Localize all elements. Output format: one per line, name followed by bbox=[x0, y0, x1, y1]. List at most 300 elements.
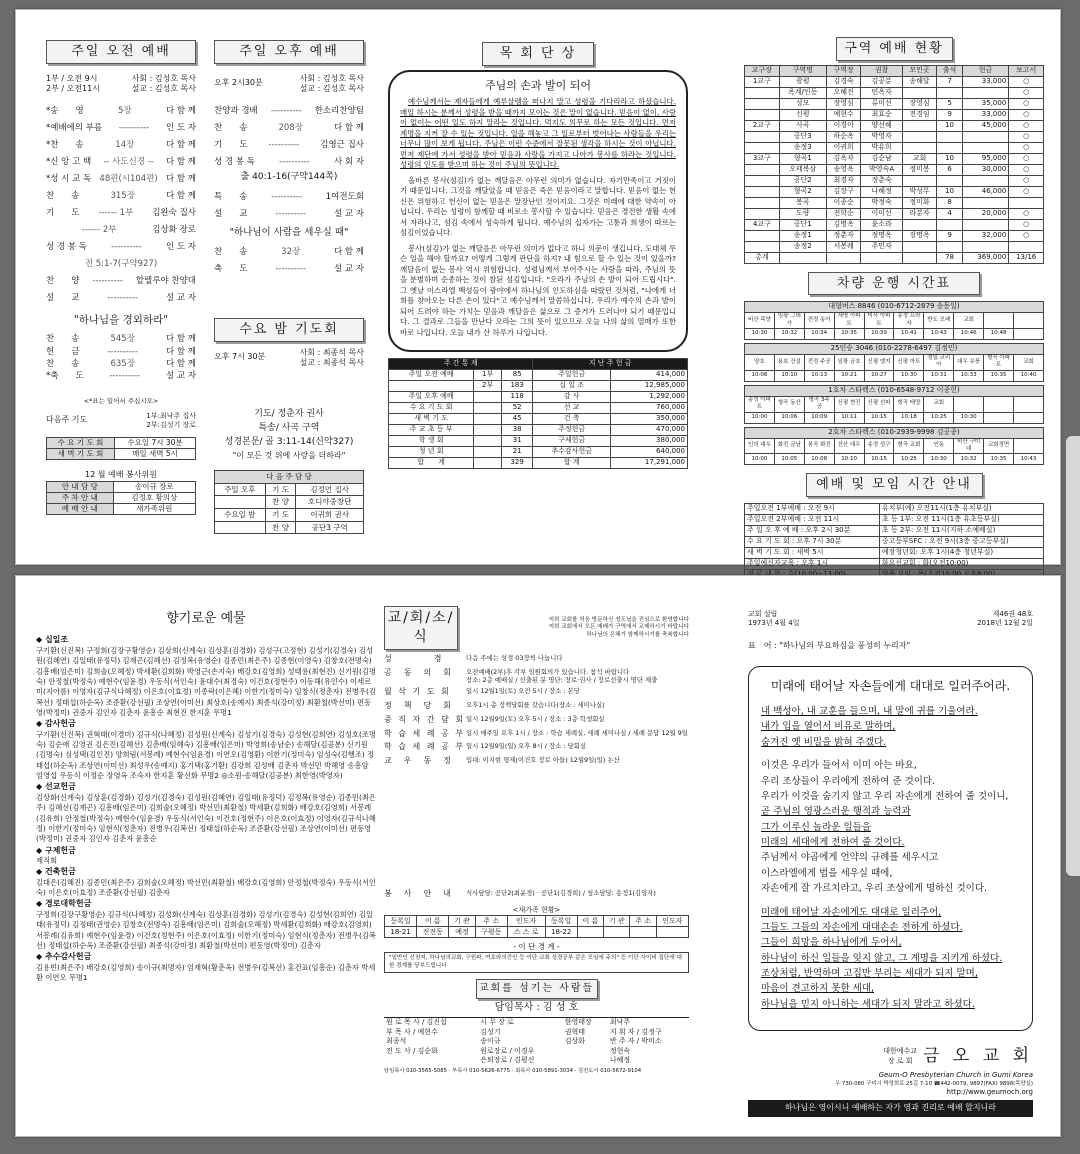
order-cell: 설 교 자 bbox=[333, 209, 364, 220]
table-cell: 10:06 bbox=[774, 412, 804, 423]
table-cell: 주 일 오 후 예 배 : 오후 2시 30분 bbox=[745, 526, 880, 537]
table-cell: 신평 마트 bbox=[894, 354, 924, 370]
table-cell: 주일헌금 bbox=[533, 369, 611, 380]
table-cell: 교회 bbox=[924, 396, 954, 412]
bus-line-name: 25인승 3046 (010-2278-6497 김정민) bbox=[745, 343, 1044, 354]
table-cell bbox=[962, 241, 1009, 252]
table-cell bbox=[474, 424, 502, 435]
table-cell: 형곡 교회 bbox=[894, 438, 924, 454]
order-cell: *예배에의 부름 bbox=[46, 123, 103, 134]
table-row bbox=[745, 559, 1044, 570]
table-cell: 12,985,000 bbox=[611, 380, 688, 391]
order-cell: ---------- bbox=[107, 293, 139, 304]
poem-stanza bbox=[761, 758, 1020, 896]
meditation-header: 목 회 단 상 bbox=[482, 42, 594, 66]
table-cell bbox=[474, 435, 502, 446]
news-value: 오전예배(2부)후 각부 임원회의가 있습니다. 참석 바랍니다 장소: 2층 예배실 / 선출된 분 명단: 장로·권사 / 장로선출시 명단 제출 bbox=[466, 667, 658, 684]
am-order-list bbox=[46, 103, 196, 307]
table-cell: 10:05 bbox=[774, 454, 804, 465]
table-row bbox=[745, 219, 1044, 230]
table-cell: 공단2 bbox=[779, 175, 826, 186]
table-cell: 이 름 bbox=[577, 916, 603, 927]
table-row bbox=[745, 175, 1044, 186]
table-cell: ○ bbox=[1009, 87, 1044, 98]
order-cell: 축 도 bbox=[214, 264, 248, 275]
table-cell bbox=[745, 175, 780, 186]
news-item bbox=[384, 701, 689, 712]
order-cell: 다 함 께 bbox=[165, 106, 196, 117]
table-row bbox=[47, 449, 196, 460]
table-cell: 기 도 bbox=[265, 509, 296, 522]
poem-line: 내가 입을 열어서 비유로 말하며, bbox=[761, 721, 896, 733]
table-cell: 하순옥 bbox=[826, 131, 861, 142]
table-row bbox=[745, 438, 1044, 454]
table-cell: 최종석 bbox=[386, 1037, 407, 1046]
table-row bbox=[745, 241, 1044, 252]
table-cell: 화요선교회 : 화(오전10:00) bbox=[879, 559, 1043, 570]
church-motto: 표 어 : "하나님의 부요하심을 풍성히 누리자" bbox=[748, 640, 911, 650]
poem-line: 곧 주님의 영광스러운 행적과 능력과 bbox=[761, 806, 911, 818]
table-cell: ○ bbox=[1009, 98, 1044, 109]
table-cell: 김상화 bbox=[564, 1037, 585, 1046]
news-label: 월 삭 기 도 회 bbox=[384, 687, 451, 697]
table-cell: 전경임 bbox=[902, 109, 937, 120]
weekly-stats-table bbox=[388, 358, 688, 469]
table-row bbox=[745, 164, 1044, 175]
table-cell: 등록일 bbox=[545, 916, 577, 927]
table-cell bbox=[1014, 438, 1044, 454]
prayer-block bbox=[46, 412, 196, 515]
order-row bbox=[46, 346, 196, 358]
table-cell: 주일오전 1부예배 : 오전 9시 bbox=[745, 504, 880, 515]
table-header: 출석 bbox=[937, 65, 962, 76]
table-cell: 10:48 bbox=[984, 328, 1014, 339]
table-cell: 박유희 bbox=[861, 142, 902, 153]
table-cell: ○ bbox=[1009, 76, 1044, 87]
table-row bbox=[215, 521, 364, 534]
order-cell: 할렐루야 찬양대 bbox=[135, 276, 196, 287]
order-row bbox=[46, 290, 196, 307]
am-times: 1부 / 오전 9시 2부 / 오전11시 bbox=[46, 73, 100, 94]
table-row bbox=[745, 230, 1044, 241]
poem-stanza bbox=[761, 905, 1020, 1013]
table-cell bbox=[745, 98, 780, 109]
offerings-list bbox=[36, 634, 376, 983]
table-cell: 35,000 bbox=[962, 98, 1009, 109]
table-cell: 오혜진 bbox=[826, 87, 861, 98]
table-cell bbox=[902, 131, 937, 142]
table-cell: 형곡 태양 bbox=[894, 396, 924, 412]
staff-title: 교회를 섬기는 사람들 bbox=[476, 979, 598, 999]
table-cell: 10:35 bbox=[984, 454, 1014, 465]
table-cell: 2교구 bbox=[745, 120, 780, 131]
order-cell: 특 송 bbox=[214, 192, 248, 203]
poem-line: 미래의 세대에게 전하여 줄 것이다. bbox=[761, 837, 905, 849]
table-cell: 10:30 bbox=[954, 412, 984, 423]
table-cell: 10:15 bbox=[864, 454, 894, 465]
bus-line-table bbox=[744, 343, 1044, 382]
table-cell: 총계 bbox=[745, 252, 780, 263]
table-cell bbox=[962, 131, 1009, 142]
table-row bbox=[745, 537, 1044, 548]
scrollbar[interactable] bbox=[1066, 436, 1080, 876]
order-cell: 다 함 께 bbox=[165, 334, 196, 345]
table-cell: 10:35 bbox=[984, 370, 1014, 381]
wed-special: 특송/ 사곡 구역 bbox=[258, 422, 320, 433]
offering-names: 제직회 bbox=[36, 856, 58, 865]
prayer-meeting-table bbox=[46, 437, 196, 460]
offerings-title: 향기로운 예물 bbox=[166, 611, 246, 626]
table-cell: 예현수 bbox=[826, 109, 861, 120]
table-cell: 350,000 bbox=[611, 413, 688, 424]
table-row bbox=[215, 496, 364, 509]
table-cell: 95,000 bbox=[962, 153, 1009, 164]
table-cell: 1교구 bbox=[745, 76, 780, 87]
order-cell: 김영근 집사 bbox=[320, 140, 364, 151]
wed-detail bbox=[214, 408, 364, 534]
table-row bbox=[745, 186, 1044, 197]
meditation-p3: 봉사(섬김)가 없는 깨달음은 아무런 의미가 없다고 하니 의문이 생깁니다. 도대체 무슨 일을 해야 할까요? 어떻게 그렇게 판단을 하지? 내 힘으로 할 수 있는 것이 있을까? 깨달음이 없는 봉사 역시 위험합니다. 성령님께서 부어주시는 사랑을 따라, 주님의 뜻을 분별하며 순종하는 것이 참된 섬김입니다. "오라가 주님의 손 발이 되어 드립시다". 그 옛날 이스라엘 백성들이 광야에서 하나님의 인도하심을 따랐던 것처럼, "나에게 너희를 찾아오는 다른 손이 있다"고 예수님께서 말씀하십니다. 우리가 예수의 손과 발이 되어 드려야 하는 가치는 믿음과 깨달음은 삶으로 그 증거가 드러나야 되기 때문입니다. 그 결과로 그들을 만난다 오라는 그의 뜻이 있으므로 오늘 나의 삶의 열매가 또한 바로 나입니다. 오늘 내가 산 하루가 나입니다. bbox=[400, 243, 676, 337]
table-cell: 스 스 로 bbox=[507, 927, 545, 938]
table-cell: 공단3 구역 bbox=[296, 521, 364, 534]
bus-title: 차량 운행 시간표 bbox=[808, 272, 980, 296]
table-cell: 10:13 bbox=[804, 370, 834, 381]
bus-line-name: 대형버스 8846 (010-6712-2879 송동일) bbox=[745, 302, 1044, 313]
table-cell bbox=[384, 1056, 478, 1065]
table-cell: 18-21 bbox=[385, 927, 417, 938]
table-cell: 송해달 bbox=[902, 76, 937, 87]
offering-header: 지 난 주 헌 금 bbox=[533, 358, 688, 369]
poem-line: 내 백성아, 내 교훈을 들으며, 내 말에 귀를 기울여라. bbox=[761, 706, 978, 718]
table-cell: 송이규 장로 bbox=[113, 481, 195, 492]
table-row bbox=[745, 131, 1044, 142]
order-cell: *성 시 교 독 bbox=[46, 174, 92, 185]
table-cell bbox=[962, 197, 1009, 208]
wed-text: 성경본문/ 골 3:11-14(신약327) bbox=[224, 436, 354, 447]
service-table bbox=[46, 481, 196, 515]
table-cell: 공단1 bbox=[779, 219, 826, 230]
table-cell: 20,000 bbox=[962, 208, 1009, 219]
table-cell: 31 bbox=[501, 435, 532, 446]
table-cell: 학 생 회 bbox=[389, 435, 474, 446]
founded-date: 1973년 4월 4일 bbox=[748, 619, 800, 628]
table-cell: 9 bbox=[937, 230, 962, 241]
order-cell: 김상화 장로 bbox=[152, 225, 196, 236]
table-header: 헌금 bbox=[962, 65, 1009, 76]
table-cell: 구평동 bbox=[475, 927, 507, 938]
order-cell: ---------- bbox=[118, 123, 150, 134]
meditation-p1: 예수님께서는 제자들에게 예루살렘을 떠나지 말고 성령을 기다리라고 하셨습니다. 매일 하시는 분께서 성령을 받을 때까지 모이는 것은 말이 없습니다. 믿음이 없이, 사랑이 없이는 어떤 일도 하지 말라는 것입니다. 먹지도 의무로 하는 모든 것입니다. 먼저 계명을 지켜 잘 수 있는 것입니다. 일을 해놓고 그 일로부터 벗어나는 사람들을 우리는 너무나 많이 보게 됩니다. 주님은 이런 수준에서 잘못된 생각을 하시는 것이 아닙니다. 먼저 제단에 가서 성령을 받아 믿음과 사랑을 가지고 나아가 봉사를 하라는 것입니다. 성령의 인도를 받으며 하는 것이 주님의 뜻입니다. bbox=[400, 97, 676, 170]
table-row bbox=[745, 65, 1044, 76]
table-cell bbox=[962, 175, 1009, 186]
table-cell: 화진 금남 bbox=[774, 438, 804, 454]
table-cell: 8 bbox=[937, 197, 962, 208]
news-value: 입대: 이지현 형제(이건호 장로 아들) 12월9일(일) 논산 bbox=[466, 756, 620, 765]
table-cell: 이종순 bbox=[826, 197, 861, 208]
table-cell: 서봉례 bbox=[826, 241, 861, 252]
stats-header: 주 간 통 계 bbox=[389, 358, 533, 369]
order-cell: ---------- bbox=[279, 157, 310, 168]
poem-line: 하나님을 믿지 아니하는 세대가 되지 말라고 하셨다. bbox=[761, 998, 975, 1010]
table-cell: 10 bbox=[937, 120, 962, 131]
offering-names: 김용빈(최은주) 배강호(김영희) 송이규(최명자) 엄재혁(황춘옥) 전병우(김복선) 홍건표(임흥순) 김춘자 박세환 이연오 무명1 bbox=[36, 962, 376, 982]
table-row bbox=[745, 208, 1044, 219]
table-cell: 18-22 bbox=[545, 927, 577, 938]
table-cell bbox=[902, 241, 937, 252]
table-cell: 이 름 bbox=[417, 916, 449, 927]
pm-time: 오후 2시30분 bbox=[214, 77, 263, 87]
table-cell: ○ bbox=[1009, 208, 1044, 219]
table-cell: 369,000 bbox=[962, 252, 1009, 263]
table-cell: 송정3 bbox=[779, 142, 826, 153]
table-cell bbox=[1014, 412, 1044, 423]
table-row bbox=[745, 343, 1044, 354]
table-row bbox=[745, 153, 1044, 164]
table-cell: 매일 새벽 5시 bbox=[115, 449, 196, 460]
table-cell: 박정숙 bbox=[861, 197, 902, 208]
table-cell: 인동 bbox=[924, 438, 954, 454]
table-row bbox=[745, 412, 1044, 423]
table-cell: 비산 목양 bbox=[745, 313, 775, 329]
order-cell: ---------- bbox=[271, 192, 302, 203]
table-cell: 감 사 bbox=[533, 391, 611, 402]
offering-names: 구정희(김장구황영순) 김규식(나혜정) 김성화(신계숙) 김상훈(김경화) 김성기(김경숙) 김성현(김희연) 김일태(유정덕) 김정태(권영순) 김창호(전명숙) 김흥배(임은미) 김희술(오혜정) 박세환(김희화) 배강호(김영희) 서봉례(김유희) 예현수(임윤경) 이건호(정현주) 이은호(이효정) 이한기(정미숙) 임현식(정춘자) 전병우(김복선) 정태섭(하순옥) 조준환(강선필) 최종석(강미정) 최환철(박선미) 편동영(박정미) 김춘자 bbox=[36, 909, 376, 950]
table-cell bbox=[962, 87, 1009, 98]
table-cell: 찬 양 bbox=[265, 521, 296, 534]
table-cell: 정명옥 bbox=[861, 230, 902, 241]
order-cell: ------ 1부 bbox=[98, 208, 134, 219]
table-cell: 전 도 사 / 김순화 bbox=[386, 1046, 438, 1055]
table-cell: ○ bbox=[1009, 230, 1044, 241]
table-row bbox=[745, 328, 1044, 339]
table-row bbox=[384, 1028, 689, 1037]
table-cell: 안 내 담 당 bbox=[47, 481, 114, 492]
table-cell bbox=[745, 241, 780, 252]
poem-line: 이것은 우리가 들어서 이미 아는 바요, bbox=[761, 760, 917, 772]
am-order-list-2 bbox=[46, 333, 196, 382]
table-cell bbox=[902, 175, 937, 186]
table-cell: 김공분 bbox=[861, 76, 902, 87]
order-row bbox=[46, 188, 196, 205]
table-cell bbox=[937, 131, 962, 142]
poem-line: 숨겨진 옛 비밀을 밝혀 주겠다. bbox=[761, 736, 887, 748]
table-row bbox=[47, 437, 196, 448]
table-cell: 지 휘 자 / 김정구 bbox=[609, 1027, 662, 1036]
order-cell: 인 도 자 bbox=[165, 123, 196, 134]
table-row bbox=[745, 504, 1044, 515]
offering-heading: ◆ 건축헌금 bbox=[36, 867, 76, 877]
table-cell: 교회 bbox=[902, 153, 937, 164]
wed-prayer-title: 수요 밤 기도회 bbox=[214, 318, 364, 342]
table-cell: ○ bbox=[1009, 186, 1044, 197]
table-cell: 10 bbox=[937, 186, 962, 197]
table-cell bbox=[962, 219, 1009, 230]
order-cell: 다 함 께 bbox=[333, 247, 364, 258]
table-cell: 10:39 bbox=[864, 328, 894, 339]
table-row bbox=[389, 435, 688, 446]
table-cell: 장명옥 bbox=[902, 230, 937, 241]
cult-warning: "일반인 신천지, 하나님의교회, 구원파, 여호와의증인 등 이단 교회 성경공부 같은 모임에 주의" 등 이단 사이비 집단에 대한 경계를 당부드립니다 bbox=[384, 952, 689, 973]
table-cell bbox=[745, 230, 780, 241]
table-cell: 송이규 bbox=[480, 1037, 501, 1046]
news-value: 다음 주에는 성경 03장씩 나눕니다 bbox=[466, 653, 563, 662]
table-cell: 10:43 bbox=[1014, 454, 1044, 465]
table-cell bbox=[656, 927, 688, 938]
table-cell: 구제헌금 bbox=[533, 435, 611, 446]
table-cell: 김정언 집사 bbox=[296, 483, 364, 496]
order-row bbox=[46, 171, 196, 188]
table-cell bbox=[745, 186, 780, 197]
footer-verse: 하나님은 영이시니 예배하는 자가 영과 진리로 예배 할지니라 bbox=[748, 1100, 1033, 1117]
table-cell: 6 bbox=[937, 164, 962, 175]
table-cell: 새 벽 기 도 회 bbox=[47, 449, 115, 460]
table-cell: 118 bbox=[501, 391, 532, 402]
table-row bbox=[745, 76, 1044, 87]
bus-line-table bbox=[744, 427, 1044, 466]
table-cell: 신평 현진 bbox=[834, 396, 864, 412]
table-cell: 나혜정 bbox=[609, 1056, 631, 1065]
table-cell: 교회 bbox=[954, 313, 984, 329]
news-value: 오후1시 총 정책당회를 갖습니다(장소 : 세미나실) bbox=[466, 701, 605, 710]
table-cell: 예 배 안 내 bbox=[47, 504, 114, 515]
table-cell bbox=[563, 1056, 608, 1065]
table-cell: 송정 프라자 bbox=[894, 313, 924, 329]
table-row bbox=[745, 313, 1044, 329]
table-cell: 양호 bbox=[745, 354, 775, 370]
order-row bbox=[46, 103, 196, 120]
table-cell: 이경이 bbox=[826, 120, 861, 131]
table-cell bbox=[215, 496, 266, 509]
table-cell: ○ bbox=[1009, 219, 1044, 230]
table-cell: 김성기 bbox=[480, 1027, 501, 1036]
table-header: 보고서 bbox=[1009, 65, 1044, 76]
table-cell: 반도 모래 bbox=[924, 313, 954, 329]
table-cell: 합 계 bbox=[389, 457, 474, 468]
table-row bbox=[384, 1018, 689, 1028]
pastor: 담임목사 : 김 성 호 bbox=[494, 1001, 579, 1013]
district-table bbox=[744, 65, 1044, 264]
table-cell: 경일 코리아 bbox=[924, 354, 954, 370]
poem-title: 미래에 태어날 자손들에게 대대로 일러주어라. bbox=[770, 678, 1011, 693]
table-cell: 정춘자 bbox=[826, 230, 861, 241]
order-cell: 인 도 자 bbox=[165, 242, 196, 253]
order-cell: 545장 bbox=[110, 334, 135, 345]
table-cell bbox=[937, 87, 962, 98]
table-row bbox=[385, 927, 689, 938]
table-cell: 건 축 bbox=[533, 413, 611, 424]
table-cell: 정미봉 bbox=[902, 164, 937, 175]
table-cell: 주정헌금 bbox=[533, 424, 611, 435]
table-cell: 박성무 bbox=[902, 186, 937, 197]
bongsa-label: 봉 사 안 내 bbox=[384, 889, 453, 899]
poem-line: 자손에게 잘 가르치라고, 우리 조상에게 명하신 것이다. bbox=[761, 883, 988, 895]
table-cell: 주일오전 2부예배 : 오전 11시 bbox=[745, 515, 880, 526]
table-row bbox=[745, 87, 1044, 98]
staff-table bbox=[384, 1017, 689, 1065]
order-row bbox=[46, 273, 196, 290]
table-cell: 주 소 bbox=[475, 916, 507, 927]
wed-leader: 사회 : 최종석 목사 설교 : 최종석 목사 bbox=[299, 347, 364, 368]
table-cell bbox=[937, 175, 962, 186]
table-cell bbox=[474, 413, 502, 424]
table-cell: 33,000 bbox=[962, 109, 1009, 120]
church-url[interactable]: http://www.geumoch.org bbox=[946, 1087, 1033, 1096]
table-cell: 반 주 자 / 박미소 bbox=[609, 1037, 662, 1046]
table-cell: 라분자 bbox=[902, 208, 937, 219]
table-row bbox=[389, 402, 688, 413]
table-cell: 10:32 bbox=[774, 328, 804, 339]
order-row bbox=[46, 239, 196, 256]
table-cell bbox=[954, 396, 984, 412]
table-cell: 45,000 bbox=[962, 120, 1009, 131]
table-cell: 329 bbox=[501, 457, 532, 468]
table-cell: 414,000 bbox=[611, 369, 688, 380]
order-cell: 다 함 께 bbox=[165, 191, 196, 202]
table-header: 모인곳 bbox=[902, 65, 937, 76]
order-cell: *축 도 bbox=[46, 371, 84, 382]
offering-heading: ◆ 경로대학헌금 bbox=[36, 899, 92, 909]
order-cell: 설 교 자 bbox=[165, 293, 196, 304]
table-row bbox=[745, 142, 1044, 153]
next-week-table bbox=[214, 470, 364, 534]
order-cell: 성 경 봉 독 bbox=[46, 242, 87, 253]
table-cell: 십 일 조 bbox=[533, 380, 611, 391]
news-column bbox=[384, 606, 689, 1075]
offering-heading: ◆ 선교헌금 bbox=[36, 782, 76, 792]
table-cell: 도량 bbox=[779, 208, 826, 219]
table-header: 구역장 bbox=[826, 65, 861, 76]
newfam-title: <새가족 현황> bbox=[512, 905, 561, 914]
order-row bbox=[46, 256, 196, 273]
order-cell: 성 경 봉 독 bbox=[214, 157, 255, 168]
table-cell: 10:46 bbox=[954, 328, 984, 339]
order-cell: ---------- bbox=[268, 140, 300, 151]
table-row bbox=[47, 504, 196, 515]
order-cell: 설 교 bbox=[46, 293, 80, 304]
table-cell: 수 요 기 도 회 : 오후 7시 30분 bbox=[745, 537, 880, 548]
table-cell: 주민자 bbox=[861, 241, 902, 252]
order-cell: 1여전도회 bbox=[325, 192, 364, 203]
table-cell: 청 년 회 bbox=[389, 446, 474, 457]
table-cell: 4교구 bbox=[745, 219, 780, 230]
table-row bbox=[745, 526, 1044, 537]
order-row bbox=[214, 137, 364, 154]
offering-heading: ◆ 구제헌금 bbox=[36, 845, 76, 855]
order-cell: 찬 송 bbox=[214, 123, 248, 134]
right-column bbox=[744, 37, 1044, 581]
table-cell: 10:40 bbox=[1014, 370, 1044, 381]
table-cell bbox=[745, 131, 780, 142]
table-cell: 봉곡 화진 bbox=[804, 438, 834, 454]
order-cell: 다 함 께 bbox=[165, 174, 196, 185]
poem-line: 마음이 견고하지 못한 세대, bbox=[761, 983, 875, 995]
table-cell: 380,000 bbox=[611, 435, 688, 446]
table-cell bbox=[984, 396, 1014, 412]
table-cell: 새 벽 기 도 회 : 새벽 5시 bbox=[745, 548, 880, 559]
service-title: 12 월 예배 봉사위원 bbox=[85, 470, 157, 480]
poem-line: 주님께서 야곱에게 언약의 규례를 세우시고 bbox=[761, 852, 939, 864]
table-cell: 봉곡 bbox=[779, 197, 826, 208]
table-cell: 10:15 bbox=[864, 412, 894, 423]
table-cell: 10:10 bbox=[774, 370, 804, 381]
wed-sermon: "이 모든 것 위에 사랑을 더하라" bbox=[232, 450, 346, 460]
table-cell: 주 차 안 내 bbox=[47, 493, 114, 504]
order-cell: 찬 양 bbox=[46, 276, 80, 287]
table-cell: 초 등 2부: 오전 11시(지하 소예배실) bbox=[879, 526, 1043, 537]
table-row bbox=[745, 396, 1044, 412]
table-cell: 1,292,000 bbox=[611, 391, 688, 402]
order-cell: 찬 송 bbox=[46, 358, 80, 369]
